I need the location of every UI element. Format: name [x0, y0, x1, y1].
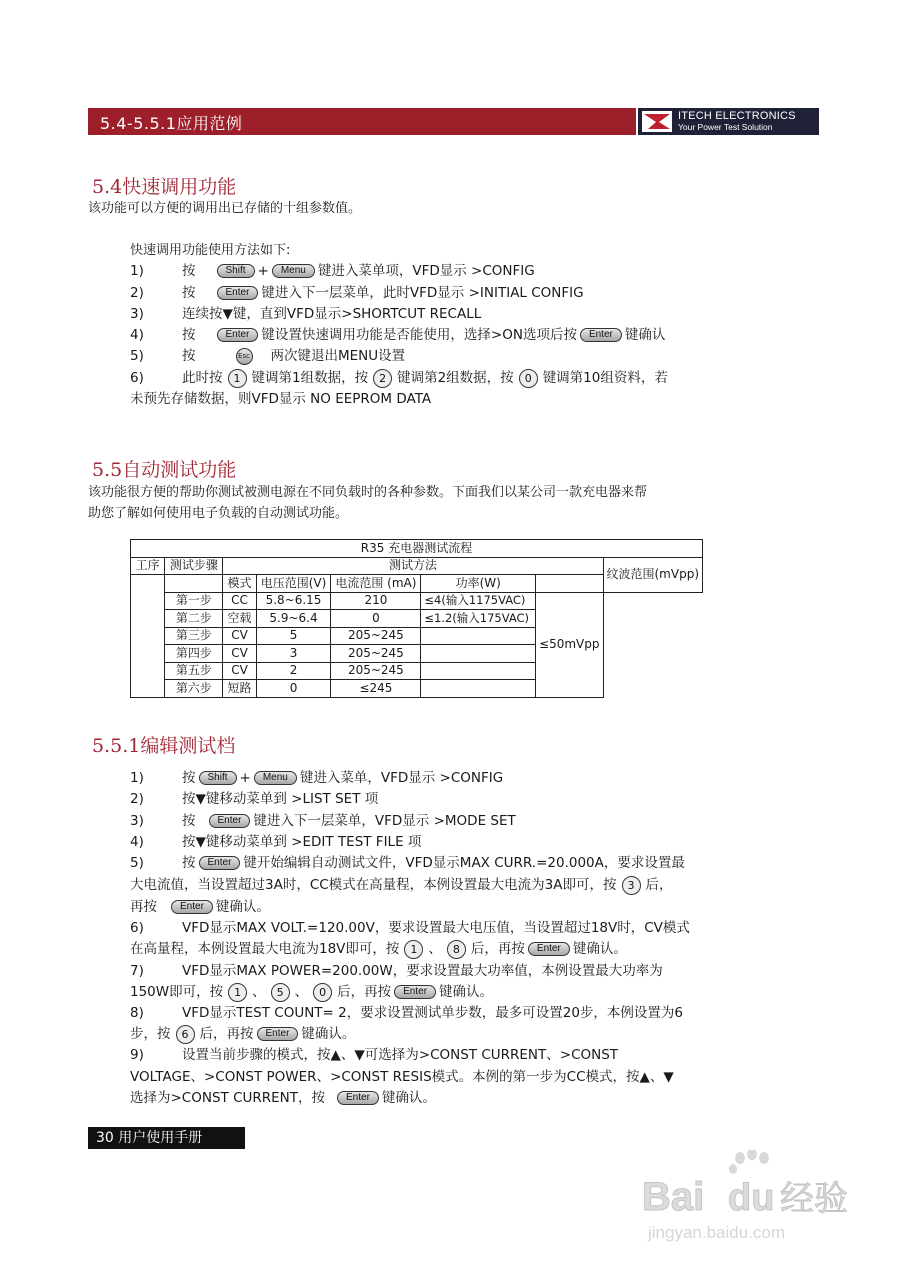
page-footer: 30 用户使用手册	[88, 1127, 245, 1149]
step-5-4-2: 2) 按 Enter 键进入下一层菜单，此时VFD显示 >INITIAL CONFIG	[130, 285, 584, 301]
watermark-brand-a: Bai	[642, 1175, 705, 1219]
step-5-5-1-7: 7) VFD显示MAX POWER=200.00W，要求设置最大功率值，本例设置最大功率为	[130, 963, 663, 979]
enter-key-icon: Enter	[171, 900, 213, 914]
step-5-4-3: 3) 连续按▼键，直到VFD显示>SHORTCUT RECALL	[130, 306, 482, 322]
header-test-method: 测试方法	[223, 557, 603, 575]
step-5-5-1-4: 4) 按▼键移动菜单到 >EDIT TEST FILE 项	[130, 834, 422, 850]
paw-toe	[759, 1152, 769, 1164]
step-5-5-1-1: 1) 按 Shift + Menu 键进入菜单，VFD显示 >CONFIG	[130, 770, 504, 786]
step-5-5-1-7-line2: 150W即可，按 1 、 5 、 0 后，再按 Enter 键确认。	[130, 984, 494, 1000]
watermark-url: jingyan.baidu.com	[648, 1223, 786, 1242]
step-5-5-1-9-line3: 选择为>CONST CURRENT，按 Enter 键确认。	[130, 1090, 436, 1106]
shift-key-icon: Shift	[199, 771, 237, 785]
section-title-5-5: 5.5自动测试功能	[92, 459, 237, 481]
digit-1-key-icon: 1	[404, 940, 423, 959]
step-5-4-6-continued: 未预先存储数据，则VFD显示 NO EEPROM DATA	[130, 391, 432, 407]
step-5-5-1-2: 2) 按▼键移动菜单到 >LIST SET 项	[130, 791, 379, 807]
enter-key-icon: Enter	[217, 286, 259, 300]
step-5-4-6: 6) 此时按 1 键调第1组数据，按 2 键调第2组数据，按 0 键调第10组资料，若	[130, 370, 668, 386]
section-title-5-5-1: 5.5.1编辑测试档	[92, 735, 236, 757]
header-ripple: 纹波范围(mVpp)	[603, 557, 703, 592]
step-5-4-4: 4) 按 Enter 键设置快速调用功能是否能使用，选择>ON选项后按 Enter 键确认	[130, 327, 666, 343]
header-current: 电流范围 (mA)	[331, 575, 421, 593]
section-5-5-intro-line1: 该功能很方便的帮助你测试被测电源在不同负载时的各种参数。下面我们以某公司一款充电器来帮	[88, 485, 648, 500]
header-power: 功率(W)	[421, 575, 536, 593]
step-5-5-1-8-line2: 步，按 6 后，再按 Enter 键确认。	[130, 1026, 356, 1042]
table-row: 第三步 CV 5 205~245	[131, 627, 703, 645]
step-5-4-1: 1) 按 Shift + Menu 键进入菜单项，VFD显示 >CONFIG	[130, 263, 535, 279]
step-5-5-1-8: 8) VFD显示TEST COUNT= 2，要求设置测试单步数，最多可设置20步，本例设置为6	[130, 1005, 684, 1021]
section-5-4-intro: 该功能可以方便的调用出已存储的十组参数值。	[88, 201, 362, 216]
test-flow-table	[130, 539, 703, 698]
step-5-5-1-6: 6) VFD显示MAX VOLT.=120.00V，要求设置最大电压值，当设置超过18V时，CV模式	[130, 920, 690, 936]
enter-key-icon: Enter	[580, 328, 622, 342]
paw-toe	[735, 1152, 745, 1164]
ripple-value: ≤50mVpp	[536, 592, 603, 697]
step-5-5-1-6-line2: 在高量程，本例设置最大电流为18V即可，按 1 、 8 后，再按 Enter 键确认。	[130, 941, 627, 957]
digit-0-key-icon: 0	[519, 369, 538, 388]
header-test-steps: 测试步骤	[165, 557, 223, 575]
table-title: R35 充电器测试流程	[131, 540, 703, 558]
digit-6-key-icon: 6	[176, 1025, 195, 1044]
step-5-5-1-5-line3: 再按 Enter 键确认。	[130, 899, 270, 915]
digit-5-key-icon: 5	[271, 983, 290, 1002]
table-row: 第二步 空载 5.9~6.4 0 ≤1.2(输入175VAC)	[131, 610, 703, 628]
watermark-brand-b: du	[728, 1177, 775, 1219]
table-row: 第五步 CV 2 205~245	[131, 662, 703, 680]
header-mode: 模式	[223, 575, 256, 593]
shift-key-icon: Shift	[217, 264, 255, 278]
enter-key-icon: Enter	[528, 942, 570, 956]
menu-key-icon: Menu	[254, 771, 297, 785]
table-row: 第一步 CC 5.8~6.15 210 ≤4(输入1175VAC) ≤50mVpp	[131, 592, 703, 610]
digit-1-key-icon: 1	[228, 369, 247, 388]
enter-key-icon: Enter	[394, 985, 436, 999]
step-5-5-1-3: 3) 按 Enter 键进入下一层菜单，VFD显示 >MODE SET	[130, 813, 516, 829]
enter-key-icon: Enter	[209, 814, 251, 828]
paw-toe	[747, 1150, 757, 1160]
step-5-5-1-5: 5) 按 Enter 键开始编辑自动测试文件，VFD显示MAX CURR.=20.000A，要求设置最	[130, 855, 685, 871]
enter-key-icon: Enter	[337, 1091, 379, 1105]
itech-logo	[638, 108, 819, 135]
digit-0-key-icon: 0	[313, 983, 332, 1002]
logo-slogan-text: Your Power Test Solution	[678, 122, 773, 132]
table-row: 第四步 CV 3 205~245	[131, 645, 703, 663]
enter-key-icon: Enter	[217, 328, 259, 342]
logo-brand-text: ITECH ELECTRONICS	[678, 110, 796, 122]
itech-logo-icon	[642, 111, 672, 132]
watermark-brand-cn: 经验	[780, 1179, 848, 1219]
digit-8-key-icon: 8	[447, 940, 466, 959]
digit-2-key-icon: 2	[373, 369, 392, 388]
enter-key-icon: Enter	[199, 856, 241, 870]
esc-key-icon: Esc	[236, 348, 253, 365]
section-title-5-4: 5.4快速调用功能	[92, 176, 237, 198]
step-5-5-1-9: 9) 设置当前步骤的模式，按▲、▼可选择为>CONST CURRENT、>CONST	[130, 1047, 619, 1063]
digit-1-key-icon: 1	[228, 983, 247, 1002]
table-row: 第六步 短路 0 ≤245	[131, 680, 703, 698]
enter-key-icon: Enter	[257, 1027, 299, 1041]
step-5-5-1-5-line2: 大电流值，当设置超过3A时，CC模式在高量程，本例设置最大电流为3A即可，按 3 后，	[130, 877, 673, 893]
baidu-jingyan-watermark	[640, 1150, 870, 1245]
paw-toe	[729, 1164, 737, 1174]
menu-key-icon: Menu	[272, 264, 315, 278]
step-5-5-1-9-line2: VOLTAGE、>CONST POWER、>CONST RESIS模式。本例的第一步为CC模式，按▲、▼	[130, 1069, 674, 1085]
step-5-4-5: 5) 按 Esc 两次键退出MENU设置	[130, 348, 406, 364]
header-voltage: 电压范围(V)	[256, 575, 331, 593]
chapter-header-title: 5.4-5.5.1应用范例	[100, 114, 243, 133]
usage-heading: 快速调用功能使用方法如下:	[130, 243, 291, 258]
header-process: 工序	[131, 557, 165, 575]
section-5-5-intro-line2: 助您了解如何使用电子负载的自动测试功能。	[88, 506, 349, 521]
digit-3-key-icon: 3	[622, 876, 641, 895]
